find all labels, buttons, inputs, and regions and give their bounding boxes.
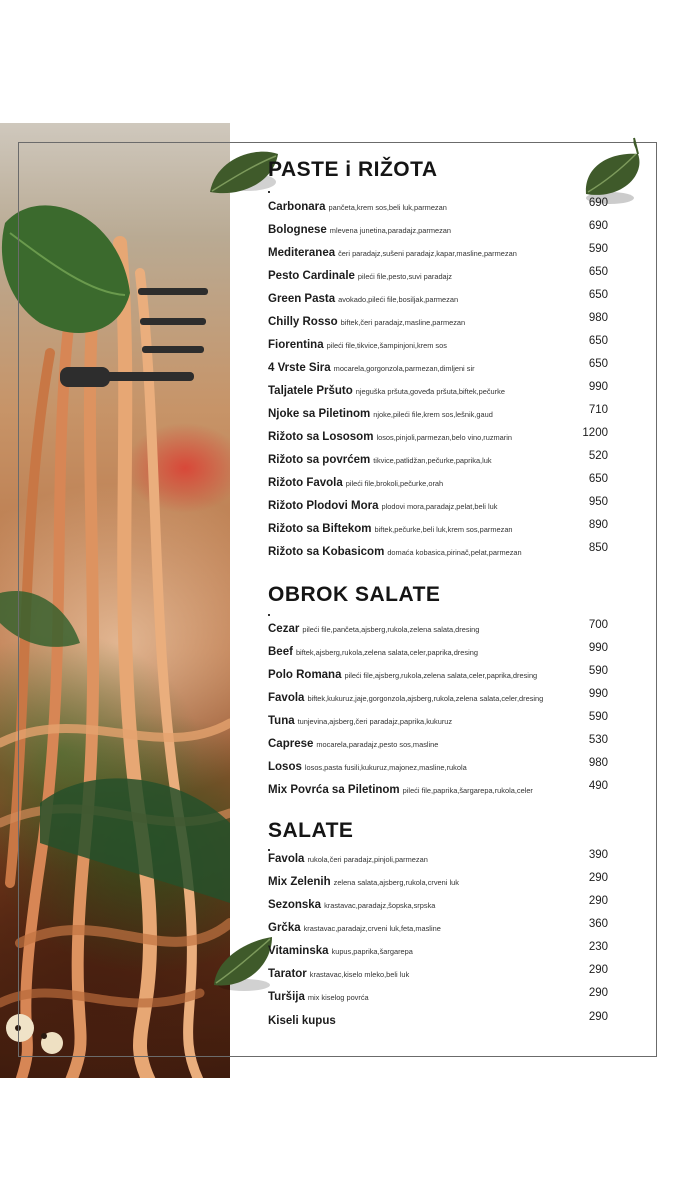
item-name: Mix Zelenih [268, 876, 331, 888]
menu-item [268, 665, 608, 681]
item-description: krastavac,paradajz,šopska,srpska [324, 901, 436, 910]
item-name: Cezar [268, 623, 300, 635]
item-price: 290 [588, 964, 608, 976]
section-dot [268, 614, 270, 616]
item-description: pileći file,pančeta,ajsberg,rukola,zelena salata,dresing [302, 625, 480, 634]
menu-item [268, 197, 608, 213]
item-name: Rižoto Favola [268, 477, 343, 489]
menu-item [268, 542, 608, 558]
item-name: 4 Vrste Sira [268, 362, 331, 374]
item-price: 490 [588, 780, 608, 792]
item-description: mocarela,paradajz,pesto sos,masline [316, 740, 439, 749]
item-name: Chilly Rosso [268, 316, 338, 328]
menu-item [268, 519, 608, 535]
item-name: Bolognese [268, 224, 327, 236]
item-description: biftek,ajsberg,rukola,zelena salata,celer,paprika,dresing [295, 648, 478, 657]
item-price: 590 [588, 665, 608, 677]
item-name: Turšija [268, 991, 305, 1003]
item-name: Mix Povrća sa Piletinom [268, 784, 400, 796]
menu-item [268, 734, 608, 750]
item-price: 290 [588, 872, 608, 884]
item-price: 650 [588, 358, 608, 370]
menu-item [268, 496, 608, 512]
item-name: Rižoto sa Biftekom [268, 523, 372, 535]
item-name: Favola [268, 853, 305, 865]
item-price: 650 [588, 473, 608, 485]
item-description: losos,pinjoli,parmezan,belo vino,ruzmarin [376, 433, 512, 442]
item-price: 990 [588, 642, 608, 654]
item-description: biftek,kukuruz,jaje,gorgonzola,ajsberg,rukola,zelena salata,celer,dresing [307, 694, 544, 703]
item-description: tunjevina,ajsberg,čeri paradajz,paprika,kukuruz [297, 717, 453, 726]
item-price: 700 [588, 619, 608, 631]
item-name: Tarator [268, 968, 307, 980]
menu-item [268, 895, 608, 911]
menu-item [268, 849, 608, 865]
item-price: 890 [588, 519, 608, 531]
item-name: Njoke sa Piletinom [268, 408, 371, 420]
menu-item [268, 987, 608, 1003]
item-price: 530 [588, 734, 608, 746]
item-description: mocarela,gorgonzola,parmezan,dimljeni sir [333, 364, 475, 373]
menu-item [268, 358, 608, 374]
item-price: 650 [588, 289, 608, 301]
item-description: biftek,čeri paradajz,masline,parmezan [340, 318, 466, 327]
item-price: 690 [588, 197, 608, 209]
section-dot [268, 191, 270, 193]
item-description: losos,pasta fusili,kukuruz,majonez,masline,rukola [304, 763, 467, 772]
menu-item [268, 757, 608, 773]
basil-leaf-icon [210, 935, 276, 993]
menu-item [268, 381, 608, 397]
item-name: Pesto Cardinale [268, 270, 355, 282]
item-description: avokado,pileći file,bosiljak,parmezan [338, 295, 459, 304]
item-description: njoke,pileći file,krem sos,lešnik,gaud [373, 410, 493, 419]
item-price: 590 [588, 711, 608, 723]
menu-item [268, 220, 608, 236]
item-price: 590 [588, 243, 608, 255]
menu-item [268, 619, 608, 635]
menu-item [268, 312, 608, 328]
item-price: 950 [588, 496, 608, 508]
item-description: mix kiselog povrća [307, 993, 369, 1002]
item-price: 850 [588, 542, 608, 554]
item-price: 520 [588, 450, 608, 462]
menu-item [268, 964, 608, 980]
item-name: Rižoto sa povrćem [268, 454, 371, 466]
item-name: Carbonara [268, 201, 326, 213]
item-name: Taljatele Pršuto [268, 385, 353, 397]
item-price: 290 [588, 895, 608, 907]
item-name: Favola [268, 692, 305, 704]
item-description: njeguška pršuta,goveđa pršuta,biftek,pečurke [355, 387, 505, 396]
item-price: 1200 [582, 427, 608, 439]
item-price: 980 [588, 312, 608, 324]
item-description: mlevena junetina,paradajz,parmezan [329, 226, 451, 235]
menu-item [268, 688, 608, 704]
item-description: čeri paradajz,sušeni paradajz,kapar,masline,parmezan [338, 249, 517, 258]
menu-item [268, 642, 608, 658]
item-name: Caprese [268, 738, 314, 750]
menu-item [268, 1011, 608, 1027]
item-name: Grčka [268, 922, 301, 934]
item-description: krastavac,kiselo mleko,beli luk [309, 970, 410, 979]
item-name: Fiorentina [268, 339, 324, 351]
item-description: pančeta,krem sos,beli luk,parmezan [328, 203, 447, 212]
item-price: 980 [588, 757, 608, 769]
section-title-paste-rizota: PASTE i RIŽOTA [268, 158, 438, 181]
item-price: 990 [588, 381, 608, 393]
section-title-obrok-salate: OBROK SALATE [268, 583, 441, 606]
menu-item [268, 450, 608, 466]
item-name: Vitaminska [268, 945, 329, 957]
item-name: Losos [268, 761, 302, 773]
menu-item [268, 335, 608, 351]
menu-item [268, 780, 608, 796]
item-description: pileći file,ajsberg,rukola,zelena salata,celer,paprika,dresing [344, 671, 538, 680]
item-price: 650 [588, 266, 608, 278]
menu-item [268, 941, 608, 957]
menu-item [268, 918, 608, 934]
item-price: 290 [588, 1011, 608, 1023]
item-name: Mediteranea [268, 247, 336, 259]
item-name: Kiseli kupus [268, 1015, 336, 1027]
item-name: Green Pasta [268, 293, 336, 305]
item-name: Polo Romana [268, 669, 342, 681]
menu-item [268, 243, 608, 259]
section-title-salate: SALATE [268, 819, 354, 842]
item-description: plodovi mora,paradajz,pelat,beli luk [381, 502, 498, 511]
item-description: pileći file,paprika,šargarepa,rukola,celer [402, 786, 533, 795]
item-description: kupus,paprika,šargarepa [331, 947, 413, 956]
item-description: biftek,pečurke,beli luk,krem sos,parmezan [374, 525, 513, 534]
item-price: 230 [588, 941, 608, 953]
menu-item [268, 427, 608, 443]
item-name: Tuna [268, 715, 295, 727]
item-price: 690 [588, 220, 608, 232]
item-description: krastavac,paradajz,crveni luk,feta,masline [303, 924, 441, 933]
menu-item [268, 872, 608, 888]
basil-leaf-icon [580, 136, 644, 206]
item-price: 360 [588, 918, 608, 930]
item-name: Rižoto Plodovi Mora [268, 500, 379, 512]
item-description: zelena salata,ajsberg,rukola,crveni luk [333, 878, 459, 887]
item-description: domaća kobasica,pirinač,pelat,parmezan [387, 548, 522, 557]
item-price: 290 [588, 987, 608, 999]
item-name: Rižoto sa Kobasicom [268, 546, 385, 558]
item-price: 390 [588, 849, 608, 861]
item-price: 710 [588, 404, 608, 416]
menu-item [268, 473, 608, 489]
item-price: 990 [588, 688, 608, 700]
item-price: 650 [588, 335, 608, 347]
item-description: pileći file,pesto,suvi paradajz [357, 272, 452, 281]
menu-item [268, 289, 608, 305]
item-description: pileći file,brokoli,pečurke,orah [345, 479, 444, 488]
item-description: tikvice,patlidžan,pečurke,paprika,luk [373, 456, 492, 465]
item-name: Beef [268, 646, 293, 658]
item-name: Sezonska [268, 899, 322, 911]
menu-item [268, 404, 608, 420]
item-description: rukola,čeri paradajz,pinjoli,parmezan [307, 855, 428, 864]
item-name: Rižoto sa Lososom [268, 431, 374, 443]
menu-item [268, 711, 608, 727]
item-description: pileći file,tikvice,šampinjoni,krem sos [326, 341, 447, 350]
menu-item [268, 266, 608, 282]
